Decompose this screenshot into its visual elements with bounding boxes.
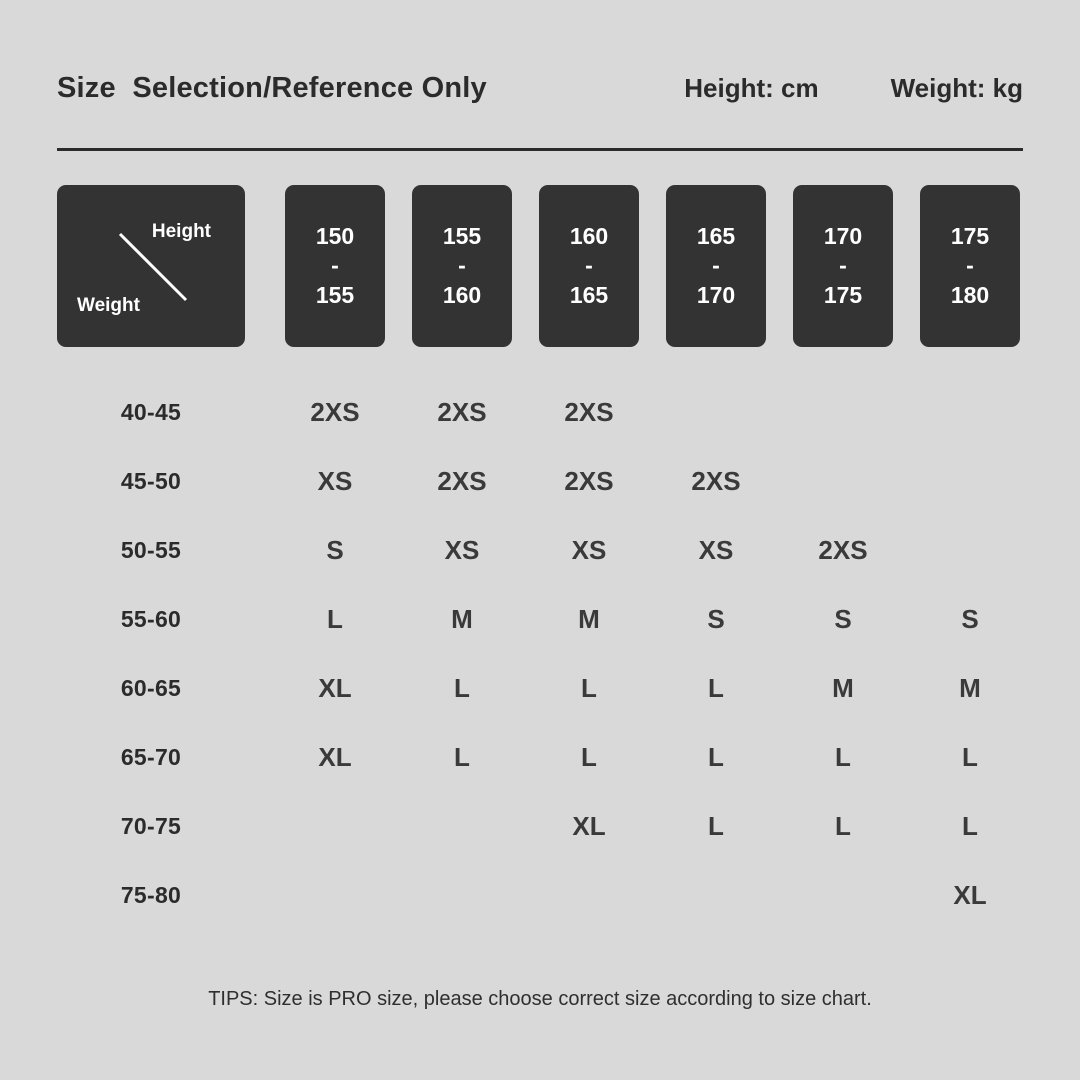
- height-unit-label: Height: cm: [684, 73, 819, 103]
- table-cell: L: [835, 742, 851, 772]
- chart-header: [57, 72, 1023, 105]
- table-cell: 2XS: [310, 397, 360, 427]
- table-cell: L: [581, 742, 597, 772]
- column-header-dash-6: -: [966, 252, 974, 279]
- table-cell: 2XS: [564, 466, 614, 496]
- column-header-from-1: 150: [315, 222, 355, 249]
- table-cell: L: [708, 673, 724, 703]
- table-cell: L: [962, 742, 978, 772]
- column-header-card-3: [539, 185, 639, 347]
- table-cell: XL: [572, 811, 606, 841]
- column-header-from-2: 155: [442, 222, 482, 249]
- table-row: [57, 792, 1023, 861]
- table-cell: S: [961, 604, 979, 634]
- column-header-card-6: [920, 185, 1020, 347]
- column-header-from-4: 165: [696, 222, 736, 249]
- table-cell: XL: [318, 673, 352, 703]
- column-header-from-3: 160: [569, 222, 609, 249]
- table-cell: S: [834, 604, 852, 634]
- table-row: [57, 654, 1023, 723]
- column-header-to-6: 180: [950, 281, 990, 308]
- table-cell: XL: [318, 742, 352, 772]
- table-cell: L: [581, 673, 597, 703]
- row-header-label: 65-70: [120, 744, 182, 770]
- table-cell: XL: [953, 880, 987, 910]
- table-row: [57, 516, 1023, 585]
- column-header-to-1: 155: [315, 281, 355, 308]
- column-header-dash-5: -: [839, 252, 847, 279]
- table-cell: L: [835, 811, 851, 841]
- table-cell: L: [454, 673, 470, 703]
- axis-corner-card: [57, 185, 245, 347]
- table-cell: M: [959, 673, 981, 703]
- row-header-label: 75-80: [120, 882, 182, 908]
- table-cell: XS: [571, 535, 607, 565]
- table-cell: L: [708, 742, 724, 772]
- size-table-body: [57, 378, 1023, 930]
- column-header-to-3: 165: [569, 281, 609, 308]
- column-header-from-5: 170: [823, 222, 863, 249]
- table-cell: XS: [444, 535, 480, 565]
- table-cell: 2XS: [818, 535, 868, 565]
- column-header-from-6: 175: [950, 222, 990, 249]
- tips-note: TIPS: Size is PRO size, please choose correct size according to size chart.: [208, 988, 872, 1010]
- table-cell: M: [451, 604, 473, 634]
- column-header-card-4: [666, 185, 766, 347]
- table-row: [57, 585, 1023, 654]
- table-cell: XS: [698, 535, 734, 565]
- column-header-to-2: 160: [442, 281, 482, 308]
- table-row: [57, 378, 1023, 447]
- table-row: [57, 861, 1023, 930]
- corner-height-label: Height: [151, 221, 211, 242]
- row-header-label: 70-75: [120, 813, 182, 839]
- table-header-row: [57, 185, 1023, 347]
- table-cell: 2XS: [564, 397, 614, 427]
- column-header-card-1: [285, 185, 385, 347]
- table-cell: L: [454, 742, 470, 772]
- column-header-card-5: [793, 185, 893, 347]
- column-header-dash-4: -: [712, 252, 720, 279]
- table-cell: M: [832, 673, 854, 703]
- diagonal-divider-icon: [57, 185, 245, 347]
- table-cell: 2XS: [437, 397, 487, 427]
- table-cell: XS: [317, 466, 353, 496]
- column-header-dash-3: -: [585, 252, 593, 279]
- table-cell: M: [578, 604, 600, 634]
- table-row: [57, 723, 1023, 792]
- column-header-to-4: 170: [696, 281, 736, 308]
- row-header-label: 55-60: [120, 606, 182, 632]
- table-cell: S: [326, 535, 344, 565]
- column-header-to-5: 175: [823, 281, 863, 308]
- column-header-card-2: [412, 185, 512, 347]
- page-title: Size Selection/Reference Only: [57, 72, 487, 104]
- table-cell: S: [707, 604, 725, 634]
- row-header-label: 50-55: [120, 537, 182, 563]
- column-header-dash-2: -: [458, 252, 466, 279]
- header-divider: [57, 148, 1023, 151]
- row-header-label: 40-45: [120, 399, 182, 425]
- weight-unit-label: Weight: kg: [890, 73, 1023, 103]
- table-cell: L: [708, 811, 724, 841]
- table-cell: 2XS: [691, 466, 741, 496]
- table-cell: L: [327, 604, 343, 634]
- corner-weight-label: Weight: [77, 295, 140, 316]
- table-row: [57, 447, 1023, 516]
- column-header-dash-1: -: [331, 252, 339, 279]
- row-header-label: 60-65: [120, 675, 182, 701]
- row-header-label: 45-50: [120, 468, 182, 494]
- table-cell: L: [962, 811, 978, 841]
- table-cell: 2XS: [437, 466, 487, 496]
